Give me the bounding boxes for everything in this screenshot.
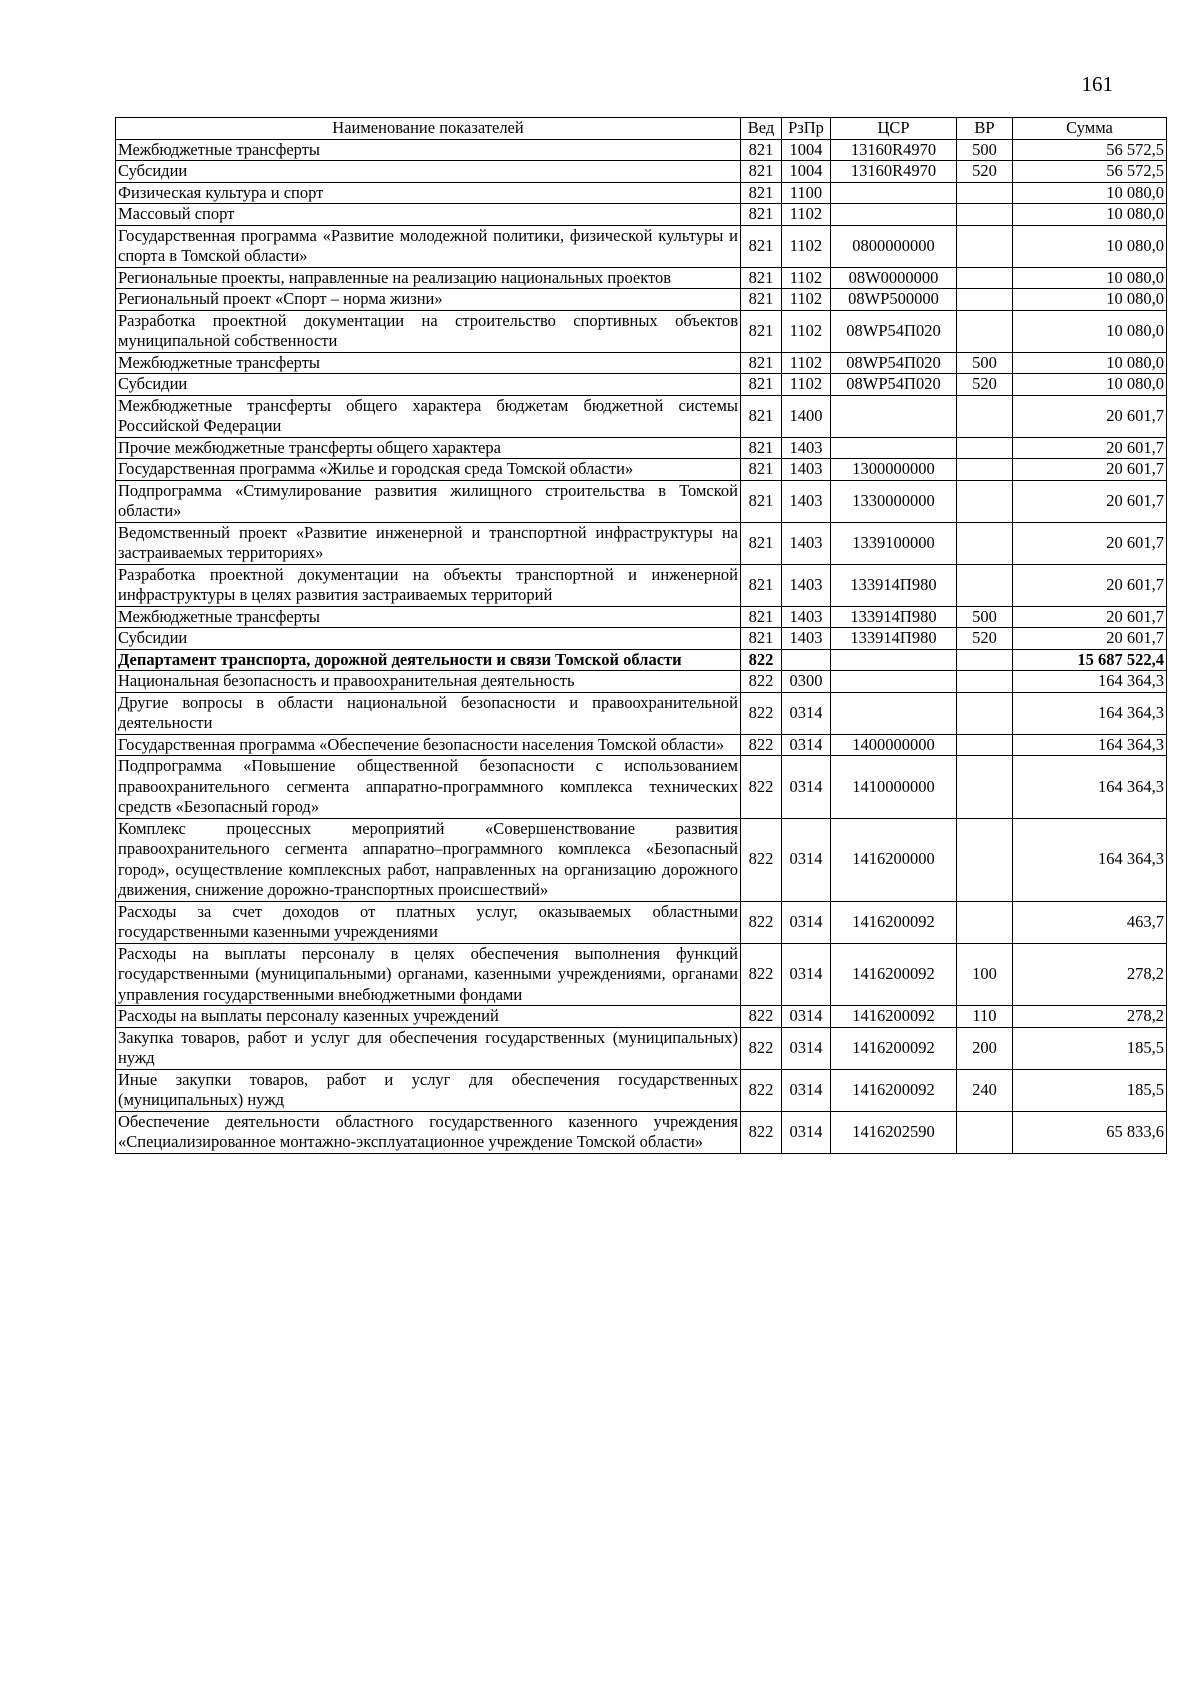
table-row bbox=[116, 1006, 1167, 1028]
cell-rzpr: 0314 bbox=[782, 1111, 831, 1153]
cell-vr bbox=[957, 395, 1013, 437]
cell-sum: 20 601,7 bbox=[1013, 459, 1167, 481]
cell-vr bbox=[957, 267, 1013, 289]
table-row bbox=[116, 564, 1167, 606]
cell-name: Разработка проектной документации на строительство спортивных объектов муниципальной собственности bbox=[116, 310, 741, 352]
cell-rzpr: 1403 bbox=[782, 606, 831, 628]
cell-name: Субсидии bbox=[116, 628, 741, 650]
cell-name: Расходы на выплаты персоналу казенных учреждений bbox=[116, 1006, 741, 1028]
column-header-rzpr: РзПр bbox=[782, 118, 831, 140]
cell-rzpr: 1403 bbox=[782, 564, 831, 606]
table-row bbox=[116, 628, 1167, 650]
table-body bbox=[116, 139, 1167, 1153]
cell-rzpr: 1400 bbox=[782, 395, 831, 437]
cell-ved: 822 bbox=[741, 756, 782, 819]
cell-csr: 1400000000 bbox=[831, 734, 957, 756]
cell-vr: 240 bbox=[957, 1069, 1013, 1111]
cell-name: Разработка проектной документации на объекты транспортной и инженерной инфраструктуры в целях развития застраиваемых территорий bbox=[116, 564, 741, 606]
cell-rzpr: 1102 bbox=[782, 225, 831, 267]
cell-ved: 822 bbox=[741, 1069, 782, 1111]
cell-csr: 08WP54П020 bbox=[831, 374, 957, 396]
cell-csr: 1339100000 bbox=[831, 522, 957, 564]
cell-ved: 821 bbox=[741, 395, 782, 437]
cell-csr: 1416200092 bbox=[831, 901, 957, 943]
cell-ved: 822 bbox=[741, 818, 782, 901]
table-row bbox=[116, 352, 1167, 374]
cell-csr: 1300000000 bbox=[831, 459, 957, 481]
cell-ved: 822 bbox=[741, 901, 782, 943]
cell-name: Межбюджетные трансферты bbox=[116, 606, 741, 628]
cell-vr bbox=[957, 522, 1013, 564]
cell-ved: 821 bbox=[741, 182, 782, 204]
cell-ved: 822 bbox=[741, 1111, 782, 1153]
cell-rzpr: 0314 bbox=[782, 901, 831, 943]
cell-rzpr: 1403 bbox=[782, 628, 831, 650]
cell-rzpr: 1102 bbox=[782, 204, 831, 226]
table-row bbox=[116, 734, 1167, 756]
cell-vr: 500 bbox=[957, 139, 1013, 161]
table-row bbox=[116, 901, 1167, 943]
cell-csr bbox=[831, 671, 957, 693]
table-row bbox=[116, 437, 1167, 459]
cell-csr: 1416202590 bbox=[831, 1111, 957, 1153]
cell-sum: 65 833,6 bbox=[1013, 1111, 1167, 1153]
cell-csr: 08WP500000 bbox=[831, 289, 957, 311]
cell-ved: 821 bbox=[741, 352, 782, 374]
cell-vr: 200 bbox=[957, 1027, 1013, 1069]
cell-sum: 10 080,0 bbox=[1013, 204, 1167, 226]
cell-ved: 822 bbox=[741, 671, 782, 693]
table-row bbox=[116, 161, 1167, 183]
cell-ved: 821 bbox=[741, 522, 782, 564]
cell-sum: 20 601,7 bbox=[1013, 480, 1167, 522]
cell-rzpr: 1403 bbox=[782, 480, 831, 522]
cell-csr bbox=[831, 649, 957, 671]
cell-name: Расходы на выплаты персоналу в целях обеспечения выполнения функций государственными (муниципальными) органами, казенными учреждениями, органами управления государственными внебюджетными фондами bbox=[116, 943, 741, 1006]
cell-sum: 185,5 bbox=[1013, 1027, 1167, 1069]
table-row bbox=[116, 374, 1167, 396]
cell-vr bbox=[957, 289, 1013, 311]
cell-sum: 164 364,3 bbox=[1013, 671, 1167, 693]
cell-sum: 10 080,0 bbox=[1013, 289, 1167, 311]
cell-vr bbox=[957, 225, 1013, 267]
table-row bbox=[116, 225, 1167, 267]
table-row bbox=[116, 459, 1167, 481]
cell-csr: 13160R4970 bbox=[831, 139, 957, 161]
cell-ved: 821 bbox=[741, 374, 782, 396]
column-header-sum: Сумма bbox=[1013, 118, 1167, 140]
cell-ved: 821 bbox=[741, 267, 782, 289]
cell-name: Массовый спорт bbox=[116, 204, 741, 226]
cell-vr: 520 bbox=[957, 374, 1013, 396]
cell-vr bbox=[957, 437, 1013, 459]
cell-name: Межбюджетные трансферты bbox=[116, 139, 741, 161]
table-row bbox=[116, 289, 1167, 311]
table-header-row bbox=[116, 118, 1167, 140]
cell-sum: 278,2 bbox=[1013, 1006, 1167, 1028]
table-row bbox=[116, 1111, 1167, 1153]
cell-sum: 463,7 bbox=[1013, 901, 1167, 943]
cell-sum: 10 080,0 bbox=[1013, 267, 1167, 289]
cell-rzpr: 1004 bbox=[782, 139, 831, 161]
column-header-name: Наименование показателей bbox=[116, 118, 741, 140]
cell-ved: 821 bbox=[741, 289, 782, 311]
table-row bbox=[116, 480, 1167, 522]
cell-vr: 500 bbox=[957, 352, 1013, 374]
cell-ved: 821 bbox=[741, 204, 782, 226]
cell-sum: 10 080,0 bbox=[1013, 352, 1167, 374]
cell-csr: 1416200092 bbox=[831, 1006, 957, 1028]
table-row bbox=[116, 1027, 1167, 1069]
cell-rzpr: 1403 bbox=[782, 459, 831, 481]
cell-name: Государственная программа «Жилье и городская среда Томской области» bbox=[116, 459, 741, 481]
cell-ved: 822 bbox=[741, 1006, 782, 1028]
cell-ved: 821 bbox=[741, 310, 782, 352]
cell-ved: 822 bbox=[741, 1027, 782, 1069]
cell-vr bbox=[957, 901, 1013, 943]
table-row bbox=[116, 310, 1167, 352]
budget-table bbox=[115, 117, 1167, 1154]
cell-vr bbox=[957, 564, 1013, 606]
table-row bbox=[116, 522, 1167, 564]
cell-sum: 10 080,0 bbox=[1013, 310, 1167, 352]
cell-csr: 1416200092 bbox=[831, 943, 957, 1006]
cell-csr bbox=[831, 204, 957, 226]
cell-sum: 20 601,7 bbox=[1013, 606, 1167, 628]
cell-ved: 822 bbox=[741, 692, 782, 734]
cell-name: Комплекс процессных мероприятий «Совершенствование развития правоохранительного сегмента аппаратно–программного комплекса «Безопасный город», осуществление комплексных работ, направленных на организацию дорожного движения, снижение дорожно-транспортных происшествий» bbox=[116, 818, 741, 901]
cell-rzpr: 0314 bbox=[782, 692, 831, 734]
cell-name: Субсидии bbox=[116, 161, 741, 183]
cell-vr bbox=[957, 1111, 1013, 1153]
table-row bbox=[116, 267, 1167, 289]
cell-rzpr: 1102 bbox=[782, 289, 831, 311]
cell-sum: 185,5 bbox=[1013, 1069, 1167, 1111]
cell-vr bbox=[957, 204, 1013, 226]
cell-name: Государственная программа «Обеспечение безопасности населения Томской области» bbox=[116, 734, 741, 756]
cell-rzpr: 1403 bbox=[782, 437, 831, 459]
cell-csr: 08WP54П020 bbox=[831, 352, 957, 374]
cell-csr bbox=[831, 395, 957, 437]
cell-ved: 821 bbox=[741, 480, 782, 522]
cell-name: Физическая культура и спорт bbox=[116, 182, 741, 204]
cell-csr: 1410000000 bbox=[831, 756, 957, 819]
cell-csr: 1416200092 bbox=[831, 1027, 957, 1069]
cell-sum: 20 601,7 bbox=[1013, 437, 1167, 459]
cell-sum: 164 364,3 bbox=[1013, 692, 1167, 734]
cell-csr: 1416200000 bbox=[831, 818, 957, 901]
cell-sum: 15 687 522,4 bbox=[1013, 649, 1167, 671]
cell-csr: 0800000000 bbox=[831, 225, 957, 267]
cell-rzpr: 0300 bbox=[782, 671, 831, 693]
cell-vr bbox=[957, 818, 1013, 901]
cell-ved: 821 bbox=[741, 139, 782, 161]
cell-sum: 164 364,3 bbox=[1013, 756, 1167, 819]
cell-name: Национальная безопасность и правоохранительная деятельность bbox=[116, 671, 741, 693]
cell-vr bbox=[957, 734, 1013, 756]
cell-name: Обеспечение деятельности областного государственного казенного учреждения «Специализированное монтажно-эксплуатационное учреждение Томской области» bbox=[116, 1111, 741, 1153]
cell-vr: 100 bbox=[957, 943, 1013, 1006]
cell-name: Региональные проекты, направленные на реализацию национальных проектов bbox=[116, 267, 741, 289]
cell-csr bbox=[831, 692, 957, 734]
cell-rzpr: 0314 bbox=[782, 818, 831, 901]
cell-rzpr: 1102 bbox=[782, 310, 831, 352]
cell-vr: 110 bbox=[957, 1006, 1013, 1028]
cell-vr bbox=[957, 671, 1013, 693]
cell-name: Прочие межбюджетные трансферты общего характера bbox=[116, 437, 741, 459]
cell-sum: 10 080,0 bbox=[1013, 374, 1167, 396]
cell-ved: 821 bbox=[741, 225, 782, 267]
cell-rzpr: 0314 bbox=[782, 1027, 831, 1069]
table-row bbox=[116, 756, 1167, 819]
page-number: 161 bbox=[1081, 72, 1113, 96]
cell-sum: 164 364,3 bbox=[1013, 734, 1167, 756]
cell-rzpr: 1102 bbox=[782, 374, 831, 396]
cell-name: Расходы за счет доходов от платных услуг, оказываемых областными государственными казенными учреждениями bbox=[116, 901, 741, 943]
cell-rzpr: 1100 bbox=[782, 182, 831, 204]
cell-csr bbox=[831, 437, 957, 459]
cell-sum: 10 080,0 bbox=[1013, 182, 1167, 204]
cell-sum: 20 601,7 bbox=[1013, 395, 1167, 437]
table-row bbox=[116, 649, 1167, 671]
cell-csr: 133914П980 bbox=[831, 628, 957, 650]
cell-name: Субсидии bbox=[116, 374, 741, 396]
table-row bbox=[116, 204, 1167, 226]
cell-sum: 20 601,7 bbox=[1013, 628, 1167, 650]
cell-rzpr: 1403 bbox=[782, 522, 831, 564]
cell-rzpr: 0314 bbox=[782, 943, 831, 1006]
cell-rzpr: 0314 bbox=[782, 756, 831, 819]
cell-sum: 164 364,3 bbox=[1013, 818, 1167, 901]
cell-ved: 822 bbox=[741, 734, 782, 756]
cell-rzpr: 0314 bbox=[782, 734, 831, 756]
table-row bbox=[116, 818, 1167, 901]
cell-name: Межбюджетные трансферты bbox=[116, 352, 741, 374]
cell-name: Государственная программа «Развитие молодежной политики, физической культуры и спорта в Томской области» bbox=[116, 225, 741, 267]
cell-csr: 08WP54П020 bbox=[831, 310, 957, 352]
cell-sum: 10 080,0 bbox=[1013, 225, 1167, 267]
table-row bbox=[116, 395, 1167, 437]
cell-vr bbox=[957, 756, 1013, 819]
cell-csr: 1416200092 bbox=[831, 1069, 957, 1111]
cell-ved: 821 bbox=[741, 564, 782, 606]
cell-name: Подпрограмма «Повышение общественной безопасности с использованием правоохранительного сегмента аппаратно-программного комплекса технических средств «Безопасный город» bbox=[116, 756, 741, 819]
cell-ved: 821 bbox=[741, 606, 782, 628]
cell-vr: 500 bbox=[957, 606, 1013, 628]
column-header-ved: Вед bbox=[741, 118, 782, 140]
cell-rzpr: 1004 bbox=[782, 161, 831, 183]
cell-vr bbox=[957, 480, 1013, 522]
cell-rzpr bbox=[782, 649, 831, 671]
cell-sum: 20 601,7 bbox=[1013, 522, 1167, 564]
cell-name: Подпрограмма «Стимулирование развития жилищного строительства в Томской области» bbox=[116, 480, 741, 522]
column-header-csr: ЦСР bbox=[831, 118, 957, 140]
cell-vr bbox=[957, 649, 1013, 671]
cell-csr: 133914П980 bbox=[831, 606, 957, 628]
table-row bbox=[116, 182, 1167, 204]
cell-ved: 822 bbox=[741, 943, 782, 1006]
cell-vr: 520 bbox=[957, 161, 1013, 183]
cell-vr bbox=[957, 459, 1013, 481]
cell-rzpr: 1102 bbox=[782, 352, 831, 374]
cell-name: Ведомственный проект «Развитие инженерной и транспортной инфраструктуры на застраиваемых территориях» bbox=[116, 522, 741, 564]
table-row bbox=[116, 671, 1167, 693]
cell-vr bbox=[957, 310, 1013, 352]
cell-csr: 13160R4970 bbox=[831, 161, 957, 183]
table-row bbox=[116, 1069, 1167, 1111]
cell-sum: 56 572,5 bbox=[1013, 139, 1167, 161]
cell-name: Региональный проект «Спорт – норма жизни» bbox=[116, 289, 741, 311]
cell-csr bbox=[831, 182, 957, 204]
cell-rzpr: 0314 bbox=[782, 1069, 831, 1111]
cell-vr bbox=[957, 182, 1013, 204]
cell-name: Межбюджетные трансферты общего характера бюджетам бюджетной системы Российской Федерации bbox=[116, 395, 741, 437]
cell-name: Департамент транспорта, дорожной деятельности и связи Томской области bbox=[116, 649, 741, 671]
cell-ved: 821 bbox=[741, 459, 782, 481]
cell-rzpr: 1102 bbox=[782, 267, 831, 289]
cell-name: Другие вопросы в области национальной безопасности и правоохранительной деятельности bbox=[116, 692, 741, 734]
table-row bbox=[116, 139, 1167, 161]
cell-rzpr: 0314 bbox=[782, 1006, 831, 1028]
cell-name: Иные закупки товаров, работ и услуг для обеспечения государственных (муниципальных) нужд bbox=[116, 1069, 741, 1111]
cell-ved: 821 bbox=[741, 628, 782, 650]
cell-csr: 133914П980 bbox=[831, 564, 957, 606]
table-row bbox=[116, 943, 1167, 1006]
cell-csr: 1330000000 bbox=[831, 480, 957, 522]
cell-sum: 56 572,5 bbox=[1013, 161, 1167, 183]
table-row bbox=[116, 692, 1167, 734]
table-row bbox=[116, 606, 1167, 628]
cell-name: Закупка товаров, работ и услуг для обеспечения государственных (муниципальных) нужд bbox=[116, 1027, 741, 1069]
cell-ved: 822 bbox=[741, 649, 782, 671]
column-header-vr: ВР bbox=[957, 118, 1013, 140]
cell-sum: 20 601,7 bbox=[1013, 564, 1167, 606]
cell-sum: 278,2 bbox=[1013, 943, 1167, 1006]
cell-csr: 08W0000000 bbox=[831, 267, 957, 289]
cell-ved: 821 bbox=[741, 161, 782, 183]
cell-ved: 821 bbox=[741, 437, 782, 459]
cell-vr bbox=[957, 692, 1013, 734]
cell-vr: 520 bbox=[957, 628, 1013, 650]
